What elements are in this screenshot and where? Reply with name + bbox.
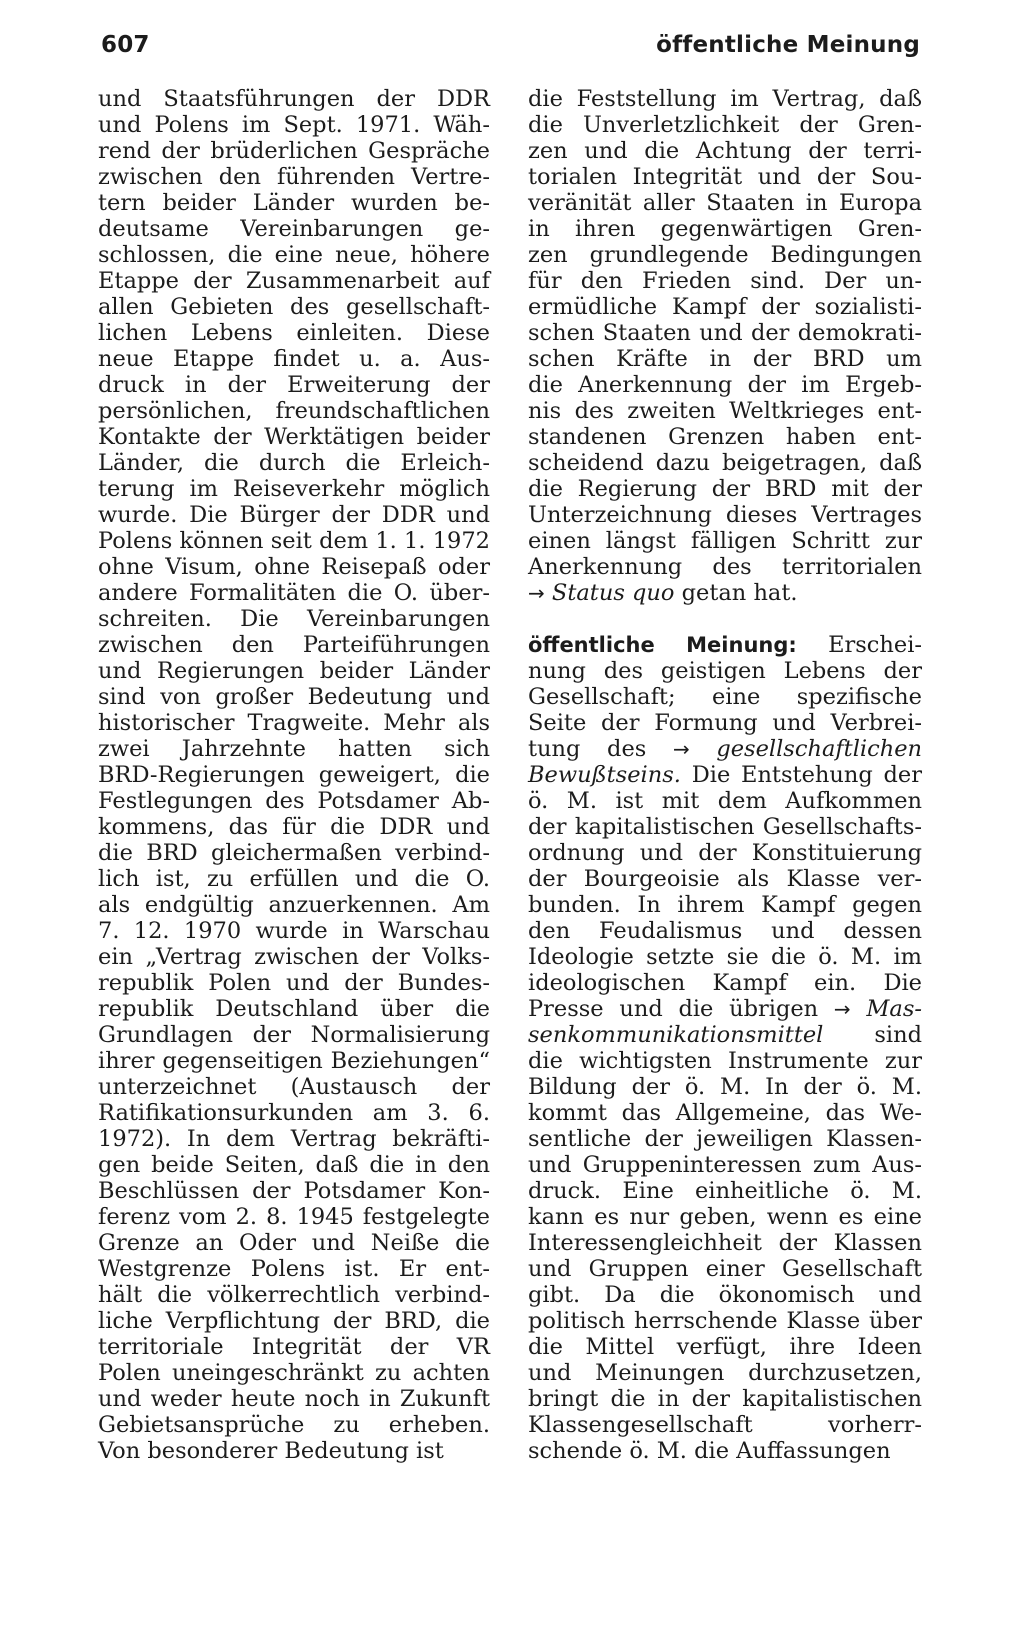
text-line: Unterzeichnung dieses Vertrages: [528, 502, 922, 528]
text-line: ferenz vom 2. 8. 1945 festgelegte: [98, 1204, 490, 1230]
text-line: die BRD gleichermaßen verbind-: [98, 840, 490, 866]
text-line: zen grundlegende Bedingungen: [528, 242, 922, 268]
cross-reference-term: Status quo: [551, 580, 675, 606]
entry-line-crossref: [528, 736, 922, 762]
text-line: und weder heute noch in Zukunft: [98, 1386, 490, 1412]
text-line: Beschlüssen der Potsdamer Kon-: [98, 1178, 490, 1204]
text-line: nung des geistigen Lebens der: [528, 658, 922, 684]
text-line: Klassengesellschaft vorherr-: [528, 1412, 922, 1438]
text-line: der kapitalistischen Gesellschafts-: [528, 814, 922, 840]
page-number: 607: [101, 32, 150, 58]
cross-reference-term: gesellschaftlichen: [716, 736, 923, 762]
text-line: lich ist, zu erfüllen und die O.: [98, 866, 490, 892]
text-line: einen längst fälligen Schritt zur: [528, 528, 922, 554]
text-line: bunden. In ihrem Kampf gegen: [528, 892, 922, 918]
text-line: und Gruppeninteressen zum Aus-: [528, 1152, 922, 1178]
text-line: republik Deutschland über die: [98, 996, 490, 1022]
text-line: torialen Integrität und der Sou-: [528, 164, 922, 190]
text-line: Polens können seit dem 1. 1. 1972: [98, 528, 490, 554]
text-line: Grenze an Oder und Neiße die: [98, 1230, 490, 1256]
text-line: Von besonderer Bedeutung ist: [98, 1438, 444, 1464]
text-line: kommt das Allgemeine, das We-: [528, 1100, 922, 1126]
text-line: Gebietsansprüche zu erheben.: [98, 1412, 490, 1438]
text-line: territoriale Integrität der VR: [98, 1334, 490, 1360]
entry-line-crossref: [528, 762, 922, 788]
text-line: zwischen den Parteiführungen: [98, 632, 490, 658]
text-line: ö. M. ist mit dem Aufkommen: [528, 788, 922, 814]
text-line: persönlichen, freundschaftlichen: [98, 398, 490, 424]
cross-reference-arrow-icon: →: [528, 581, 545, 605]
text-line: schlossen, die eine neue, höhere: [98, 242, 490, 268]
text-line: und Meinungen durchzusetzen,: [528, 1360, 922, 1386]
text-line: in ihren gegenwärtigen Gren-: [528, 216, 922, 242]
text-line: Ideologie setzte sie die ö. M. im: [528, 944, 922, 970]
text-line: BRD-Regierungen geweigert, die: [98, 762, 490, 788]
text-line: standenen Grenzen haben ent-: [528, 424, 922, 450]
text-line: die Unverletzlichkeit der Gren-: [528, 112, 922, 138]
text-fragment: sind: [874, 1022, 922, 1048]
text-line: Polen uneingeschränkt zu achten: [98, 1360, 490, 1386]
text-line: kommens, das für die DDR und: [98, 814, 490, 840]
text-line: republik Polen und der Bundes-: [98, 970, 490, 996]
text-fragment: Erschei-: [828, 632, 923, 658]
text-line: Kontakte der Werktätigen beider: [98, 424, 490, 450]
text-line: Anerkennung des territorialen: [528, 554, 922, 580]
text-line: zwischen den führenden Vertre-: [98, 164, 490, 190]
text-line: unterzeichnet (Austausch der: [98, 1074, 490, 1100]
text-line: 1972). In dem Vertrag bekräfti-: [98, 1126, 490, 1152]
cross-reference-arrow-icon: →: [672, 737, 690, 761]
entry-text-block: [528, 788, 922, 996]
left-column: [98, 86, 490, 1464]
text-line: ideologischen Kampf ein. Die: [528, 970, 922, 996]
right-column: [528, 86, 922, 1464]
text-line: zwei Jahrzehnte hatten sich: [98, 736, 490, 762]
text-line: ihrer gegenseitigen Beziehungen“: [98, 1048, 490, 1074]
text-line: als endgültig anzuerkennen. Am: [98, 892, 490, 918]
cross-reference-term: Bewußtseins.: [528, 762, 681, 788]
text-line: neue Etappe findet u. a. Aus-: [98, 346, 490, 372]
text-line: schreiten. Die Vereinbarungen: [98, 606, 490, 632]
cross-reference-term: senkommunikationsmittel: [528, 1022, 824, 1048]
text-line: andere Formalitäten die O. über-: [98, 580, 490, 606]
text-line: Seite der Formung und Verbrei-: [528, 710, 922, 736]
text-line: druck in der Erweiterung der: [98, 372, 490, 398]
text-line: Gesellschaft; eine spezifische: [528, 684, 922, 710]
text-fragment: Die Entstehung der: [691, 762, 922, 788]
entry-spacer: [528, 606, 922, 632]
text-line: und Regierungen beider Länder: [98, 658, 490, 684]
text-line: deutsame Vereinbarungen ge-: [98, 216, 490, 242]
text-line: schende ö. M. die Auffassungen: [528, 1438, 891, 1464]
text-line: bringt die in der kapitalistischen: [528, 1386, 922, 1412]
text-line: sind von großer Bedeutung und: [98, 684, 490, 710]
text-fragment: tung des: [528, 736, 647, 762]
text-line: veränität aller Staaten in Europa: [528, 190, 922, 216]
running-head: öffentliche Meinung: [656, 32, 920, 58]
text-line: und Polens im Sept. 1971. Wäh-: [98, 112, 490, 138]
text-line: den Feudalismus und dessen: [528, 918, 922, 944]
text-line: Bildung der ö. M. In der ö. M.: [528, 1074, 922, 1100]
entry-text-block: [528, 1048, 922, 1464]
text-line: liche Verpflichtung der BRD, die: [98, 1308, 490, 1334]
text-line: politisch herrschende Klasse über: [528, 1308, 922, 1334]
text-line: ohne Visum, ohne Reisepaß oder: [98, 554, 490, 580]
text-line: Länder, die durch die Erleich-: [98, 450, 490, 476]
text-fragment: Presse und die übrigen: [528, 996, 819, 1022]
text-line: rend der brüderlichen Gespräche: [98, 138, 490, 164]
text-line: historischer Tragweite. Mehr als: [98, 710, 490, 736]
text-line: lichen Lebens einleiten. Diese: [98, 320, 490, 346]
status-quo-line: [528, 580, 922, 606]
text-line: der Bourgeoisie als Klasse ver-: [528, 866, 922, 892]
text-line: die Anerkennung der im Ergeb-: [528, 372, 922, 398]
text-line: scheidend dazu beigetragen, daß: [528, 450, 922, 476]
text-line: Interessengleichheit der Klassen: [528, 1230, 922, 1256]
text-line: gibt. Da die ökonomisch und: [528, 1282, 922, 1308]
text-line: schen Staaten und der demokrati-: [528, 320, 922, 346]
entry-line-crossref: [528, 1022, 922, 1048]
text-line: Etappe der Zusammenarbeit auf: [98, 268, 490, 294]
text-line: tern beider Länder wurden be-: [98, 190, 490, 216]
text-line: hält die völkerrechtlich verbind-: [98, 1282, 490, 1308]
text-line: Westgrenze Polens ist. Er ent-: [98, 1256, 490, 1282]
text-line: druck. Eine einheitliche ö. M.: [528, 1178, 922, 1204]
cross-reference-term: Mas-: [866, 996, 922, 1022]
cross-reference-arrow-icon: →: [833, 997, 851, 1021]
text-line: die Feststellung im Vertrag, daß: [528, 86, 922, 112]
text-line: ordnung und der Konstituierung: [528, 840, 922, 866]
text-line: gen beide Seiten, daß die in den: [98, 1152, 490, 1178]
text-line: ein „Vertrag zwischen der Volks-: [98, 944, 490, 970]
text-line: für den Frieden sind. Der un-: [528, 268, 922, 294]
text-line: nis des zweiten Weltkrieges ent-: [528, 398, 922, 424]
text-line: schen Kräfte in der BRD um: [528, 346, 922, 372]
text-line: und Staatsführungen der DDR: [98, 86, 490, 112]
text-line: sentliche der jeweiligen Klassen-: [528, 1126, 922, 1152]
text-line: Festlegungen des Potsdamer Ab-: [98, 788, 490, 814]
text-fragment: getan hat.: [681, 580, 798, 606]
entry-text-block: [528, 658, 922, 736]
text-line: wurde. Die Bürger der DDR und: [98, 502, 490, 528]
text-line: Ratifikationsurkunden am 3. 6.: [98, 1100, 490, 1126]
entry-headword: öffentliche Meinung:: [528, 633, 797, 657]
text-line: die Mittel verfügt, ihre Ideen: [528, 1334, 922, 1360]
right-column-continuation: [528, 86, 922, 580]
text-line: die Regierung der BRD mit der: [528, 476, 922, 502]
text-line: zen und die Achtung der terri-: [528, 138, 922, 164]
text-line: die wichtigsten Instrumente zur: [528, 1048, 922, 1074]
text-line: terung im Reiseverkehr möglich: [98, 476, 490, 502]
entry-first-line: [528, 632, 922, 658]
text-line: ermüdliche Kampf der sozialisti-: [528, 294, 922, 320]
text-line: kann es nur geben, wenn es eine: [528, 1204, 922, 1230]
dictionary-entry: [528, 632, 922, 1464]
text-line: 7. 12. 1970 wurde in Warschau: [98, 918, 490, 944]
entry-line-crossref: [528, 996, 922, 1022]
text-line: und Gruppen einer Gesellschaft: [528, 1256, 922, 1282]
text-line: allen Gebieten des gesellschaft-: [98, 294, 490, 320]
text-line: Grundlagen der Normalisierung: [98, 1022, 490, 1048]
